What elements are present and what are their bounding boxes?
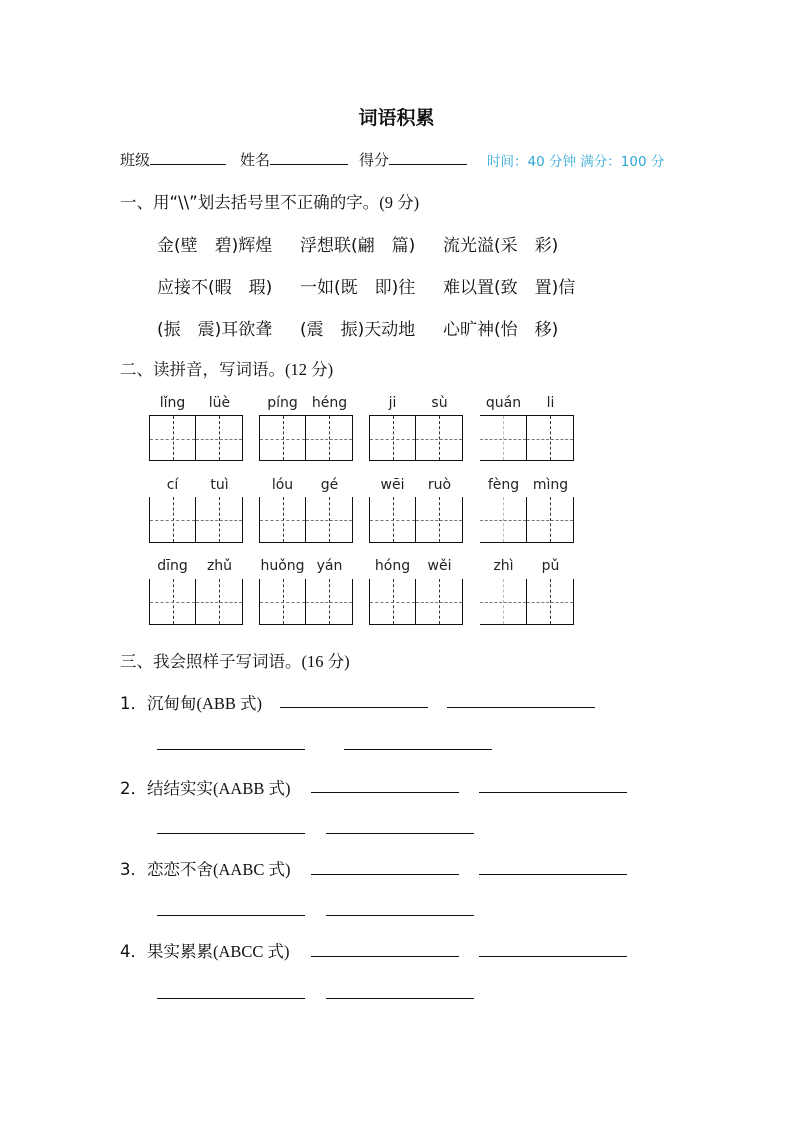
item-pattern: (ABB 式) (196, 694, 263, 713)
answer-blank[interactable] (311, 956, 459, 957)
section3-heading (120, 648, 350, 672)
item-number: 3． (120, 860, 147, 879)
class-field (120, 149, 226, 170)
item-word: 果实累累 (147, 942, 213, 961)
section1-heading-text: 一、用“\\”划去括号里不正确的字。 (120, 193, 380, 212)
item-word: 沉甸甸 (147, 694, 197, 713)
pinyin-label: píng (267, 395, 298, 411)
section1-item[interactable]: 心旷神(怡 移) (443, 320, 559, 340)
answer-blank[interactable] (479, 792, 627, 793)
answer-blank[interactable] (326, 915, 474, 916)
section3-points: (16 分) (301, 652, 350, 671)
answer-blank[interactable] (157, 915, 305, 916)
score-label: 得分 (359, 151, 390, 169)
section3-item-1 (120, 690, 262, 714)
pinyin-label: héng (311, 395, 348, 411)
section1-item[interactable]: 金(壁 碧)辉煌 (157, 236, 273, 256)
writing-grid[interactable] (259, 497, 353, 543)
item-number: 2． (120, 779, 147, 798)
pinyin-label: huǒng (260, 558, 305, 574)
writing-grid[interactable] (149, 579, 243, 625)
answer-blank[interactable] (479, 956, 627, 957)
section1-item[interactable]: 难以置(致 置)信 (443, 278, 576, 298)
pinyin-label: ji (388, 395, 397, 411)
writing-grid[interactable] (149, 415, 243, 461)
section1-heading (120, 189, 419, 213)
answer-blank[interactable] (157, 749, 305, 750)
pinyin-label: sù (431, 395, 448, 411)
section2-points: (12 分) (285, 360, 334, 379)
item-pattern: (AABC 式) (213, 860, 291, 879)
name-field (240, 149, 348, 170)
item-number: 4． (120, 942, 147, 961)
item-pattern: (ABCC 式) (213, 942, 290, 961)
writing-grid[interactable] (369, 497, 463, 543)
score-blank[interactable] (389, 150, 467, 165)
writing-grid[interactable] (369, 415, 463, 461)
answer-blank[interactable] (311, 874, 459, 875)
pinyin-label: dīng (157, 558, 188, 574)
name-label: 姓名 (240, 151, 271, 169)
section2-heading (120, 356, 333, 380)
pinyin-label: lóu (271, 477, 294, 493)
pinyin-label: ruò (427, 477, 452, 493)
section1-item[interactable]: (震 振)天动地 (300, 320, 416, 340)
pinyin-label: zhǔ (206, 558, 233, 574)
pinyin-label: quán (485, 395, 522, 411)
section2-heading-text: 二、读拼音，写词语。 (120, 360, 285, 379)
answer-blank[interactable] (326, 998, 474, 999)
answer-blank[interactable] (447, 707, 595, 708)
section3-item-3 (120, 856, 290, 880)
answer-blank[interactable] (157, 998, 305, 999)
writing-grid[interactable] (259, 415, 353, 461)
pinyin-label: lǐng (159, 395, 186, 411)
item-pattern: (AABB 式) (213, 779, 291, 798)
section1-item[interactable]: 一如(既 即)往 (300, 278, 416, 298)
pinyin-label: gé (320, 477, 339, 493)
pinyin-label: mìng (532, 477, 569, 493)
score-field (359, 149, 467, 170)
answer-blank[interactable] (280, 707, 428, 708)
pinyin-label: li (546, 395, 555, 411)
item-word: 结结实实 (147, 779, 213, 798)
section1-points: (9 分) (379, 193, 420, 212)
writing-grid[interactable] (369, 579, 463, 625)
writing-grid[interactable] (149, 497, 243, 543)
pinyin-label: cí (166, 477, 179, 493)
pinyin-label: tuì (210, 477, 229, 493)
answer-blank[interactable] (479, 874, 627, 875)
pinyin-label: fèng (487, 477, 520, 493)
writing-grid[interactable] (480, 579, 574, 625)
item-word: 恋恋不舍 (147, 860, 213, 879)
section1-item[interactable]: 浮想联(翩 篇) (300, 236, 416, 256)
class-blank[interactable] (150, 150, 226, 165)
page-title: 词语积累 (358, 107, 435, 129)
time-info: 时间：40 分钟 满分：100 分 (487, 154, 665, 170)
pinyin-label: pǔ (541, 558, 560, 574)
answer-blank[interactable] (344, 749, 492, 750)
section1-item[interactable]: 应接不(暇 瑕) (157, 278, 273, 298)
answer-blank[interactable] (157, 833, 305, 834)
section3-heading-text: 三、我会照样子写词语。 (120, 652, 302, 671)
writing-grid[interactable] (480, 497, 574, 543)
writing-grid[interactable] (259, 579, 353, 625)
pinyin-label: hóng (374, 558, 411, 574)
pinyin-label: wěi (427, 558, 452, 574)
class-label: 班级 (120, 151, 151, 169)
section3-item-2 (120, 775, 290, 799)
section1-item[interactable]: 流光溢(采 彩) (443, 236, 559, 256)
answer-blank[interactable] (326, 833, 474, 834)
item-number: 1． (120, 694, 147, 713)
pinyin-label: yán (316, 558, 343, 574)
answer-blank[interactable] (311, 792, 459, 793)
pinyin-label: wēi (380, 477, 405, 493)
section3-item-4 (120, 938, 290, 962)
pinyin-label: zhì (493, 558, 514, 574)
writing-grid[interactable] (480, 415, 574, 461)
name-blank[interactable] (270, 150, 348, 165)
section1-item[interactable]: (振 震)耳欲聋 (157, 320, 273, 340)
pinyin-label: lüè (208, 395, 231, 411)
